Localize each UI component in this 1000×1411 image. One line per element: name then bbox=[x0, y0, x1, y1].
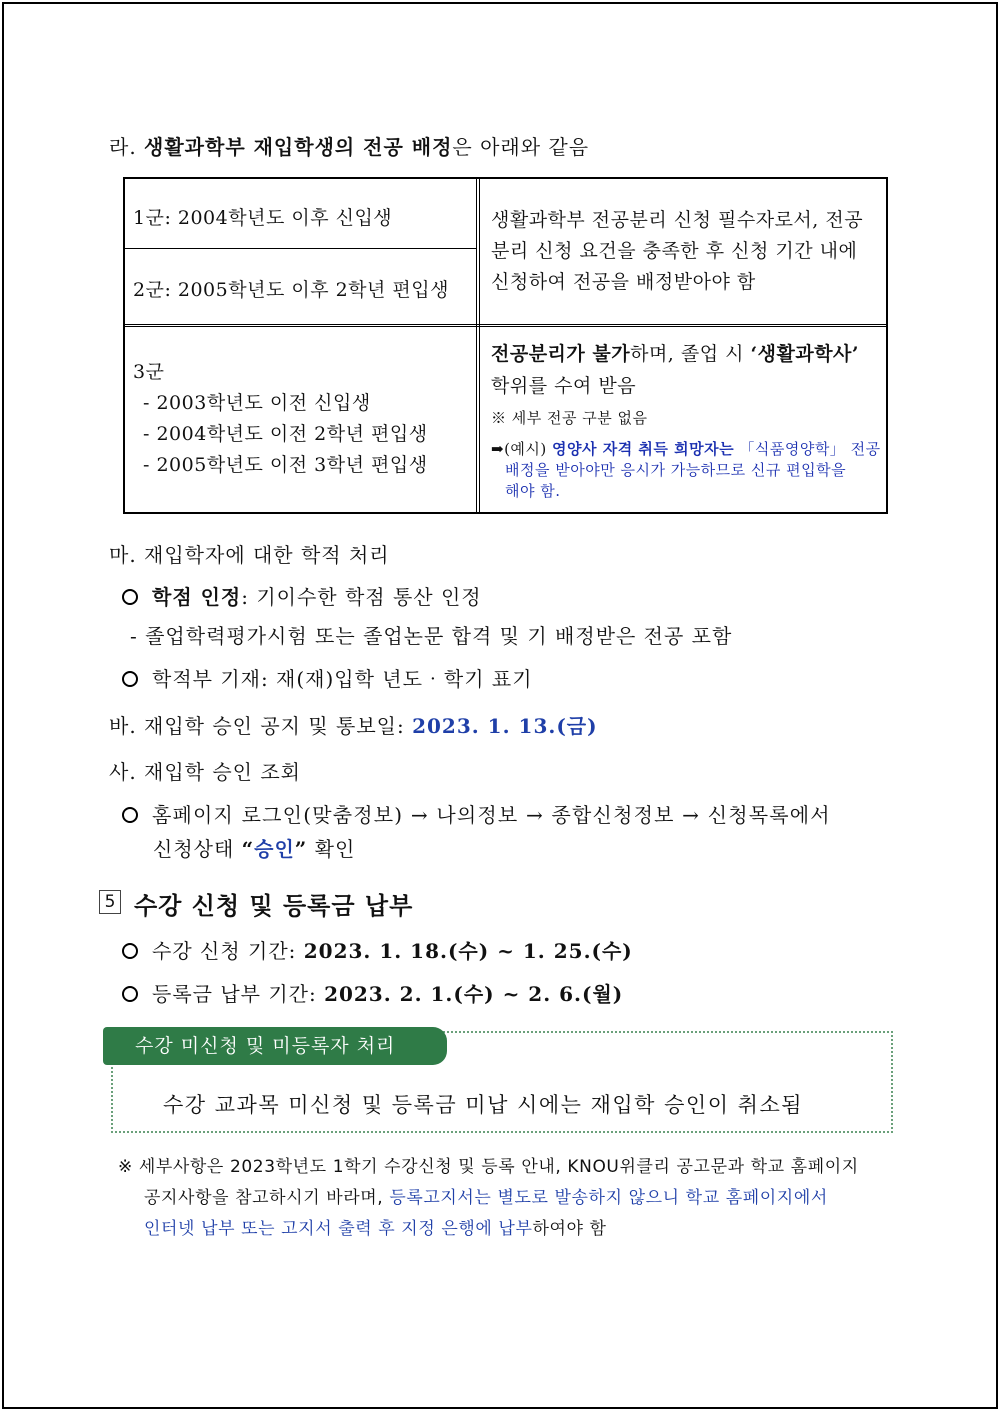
footnote-line3-plain: 하여야 함 bbox=[532, 1219, 607, 1239]
group1-cell: 1군: 2004학년도 이후 신입생 bbox=[133, 207, 393, 229]
section-sa-item-line1-text: 홈페이지 로그인(맞춤정보) → 나의정보 → 종합신청정보 → 신청목록에서 bbox=[152, 803, 831, 827]
group12-desc-line: 신청하여 전공을 배정받아야 함 bbox=[491, 271, 756, 293]
group12-desc-cell bbox=[491, 205, 881, 298]
group3-example-line1 bbox=[491, 438, 881, 459]
section5-item2-label: 등록금 납부 기간: bbox=[152, 982, 325, 1006]
section-sa-heading: 사. 재입학 승인 조회 bbox=[109, 760, 301, 784]
section-ra-heading bbox=[109, 131, 589, 160]
circle-bullet-icon bbox=[122, 807, 138, 823]
circle-bullet-icon bbox=[122, 671, 138, 687]
group3-desc-bold1: 전공분리가 불가 bbox=[491, 343, 631, 365]
section-sa-item-line2 bbox=[153, 833, 355, 862]
section-ma-item2-text: 학적부 기재: 재(재)입학 년도‧학기 표기 bbox=[152, 667, 533, 691]
group3-desc-line1 bbox=[491, 339, 859, 366]
major-assignment-table bbox=[123, 177, 888, 514]
footnote-line2 bbox=[144, 1183, 828, 1208]
group3-item: - 2003학년도 이전 신입생 bbox=[143, 392, 371, 414]
table-divider-left bbox=[125, 248, 477, 249]
section5-item1-value: 2023. 1. 18.(수) ~ 1. 25.(수) bbox=[303, 939, 633, 963]
section-ra-bold: 생활과학부 재입학생의 전공 배정 bbox=[144, 135, 453, 159]
notice-box-tab: 수강 미신청 및 미등록자 처리 bbox=[103, 1027, 447, 1065]
section5-item2 bbox=[122, 978, 623, 1007]
section-ba-date: 2023. 1. 13.(금) bbox=[412, 714, 598, 738]
notice-box-text: 수강 교과목 미신청 및 등록금 미납 시에는 재입학 승인이 취소됨 bbox=[163, 1093, 804, 1117]
group3-desc-line2: 학위를 수여 받음 bbox=[491, 375, 637, 397]
group3-example-line3: 해야 함. bbox=[505, 482, 561, 500]
circle-bullet-icon bbox=[122, 943, 138, 959]
footnote-line2-plain: 공지사항을 참고하시기 바라며, bbox=[144, 1188, 390, 1208]
group3-item: - 2004학년도 이전 2학년 편입생 bbox=[143, 423, 428, 445]
section5-number-box: 5 bbox=[99, 890, 121, 914]
section-ma-item1-rest: : 기이수한 학점 통산 인정 bbox=[241, 585, 482, 609]
section-ba bbox=[109, 710, 598, 739]
group3-example-line2: 배정을 받아야만 응시가 가능하므로 신규 편입학을 bbox=[505, 461, 847, 479]
section5-item1-label: 수강 신청 기간: bbox=[152, 939, 304, 963]
group3-cell bbox=[133, 357, 428, 481]
quote-open: “ bbox=[241, 837, 255, 861]
section-ma-subitem: - 졸업학력평가시험 또는 졸업논문 합격 및 기 배정받은 전공 포함 bbox=[130, 624, 733, 648]
footnote-line3-blue: 인터넷 납부 또는 고지서 출력 후 지정 은행에 납부 bbox=[144, 1219, 533, 1239]
group3-note: ※ 세부 전공 구분 없음 bbox=[491, 409, 648, 427]
section-sa-status-suffix: 확인 bbox=[307, 837, 356, 861]
section5-item1 bbox=[122, 935, 633, 964]
section-ra-rest: 은 아래와 같음 bbox=[452, 135, 590, 159]
section-ma-heading: 마. 재입학자에 대한 학적 처리 bbox=[109, 543, 390, 567]
group3-example-rest1: 「식품영양학」 전공 bbox=[734, 440, 881, 458]
group3-item: - 2005학년도 이전 3학년 편입생 bbox=[143, 454, 428, 476]
table-divider-full bbox=[125, 324, 886, 327]
group12-desc-line: 생활과학부 전공분리 신청 필수자로서, 전공 bbox=[491, 209, 864, 231]
group3-title: 3군 bbox=[133, 361, 165, 383]
circle-bullet-icon bbox=[122, 589, 138, 605]
quote-close: ” bbox=[294, 837, 308, 861]
group3-example-bold: 영양사 자격 취득 희망자는 bbox=[552, 440, 735, 458]
section-ma-item1 bbox=[122, 581, 482, 610]
section-ma-item1-bold: 학점 인정 bbox=[152, 585, 242, 609]
group12-desc-line: 분리 신청 요건을 충족한 후 신청 기간 내에 bbox=[491, 240, 858, 262]
group2-cell: 2군: 2005학년도 이후 2학년 편입생 bbox=[133, 279, 449, 301]
group3-desc-mid: 하며, 졸업 시 bbox=[630, 343, 751, 365]
section5-item2-value: 2023. 2. 1.(수) ~ 2. 6.(월) bbox=[324, 982, 624, 1006]
section-ma-item2 bbox=[122, 663, 533, 692]
section-ba-label: 바. 재입학 승인 공지 및 통보일: bbox=[109, 714, 413, 738]
arrow-icon: ➡(예시) bbox=[491, 440, 553, 458]
section-ra-marker: 라. bbox=[109, 135, 137, 159]
table-vertical-divider bbox=[476, 179, 480, 512]
footnote-line1: ※ 세부사항은 2023학년도 1학기 수강신청 및 등록 안내, KNOU위클리 공고문과 학교 홈페이지 bbox=[118, 1157, 859, 1177]
footnote-line2-blue: 등록고지서는 별도로 발송하지 않으니 학교 홈페이지에서 bbox=[389, 1188, 828, 1208]
section-sa-status-prefix: 신청상태 bbox=[153, 837, 242, 861]
section5-title: 수강 신청 및 등록금 납부 bbox=[134, 892, 414, 920]
section-sa-status: 승인 bbox=[254, 837, 295, 861]
group3-desc-bold2: ‘생활과학사’ bbox=[750, 343, 860, 365]
circle-bullet-icon bbox=[122, 986, 138, 1002]
footnote-line3 bbox=[144, 1214, 607, 1239]
section-sa-item-line1 bbox=[122, 799, 831, 828]
